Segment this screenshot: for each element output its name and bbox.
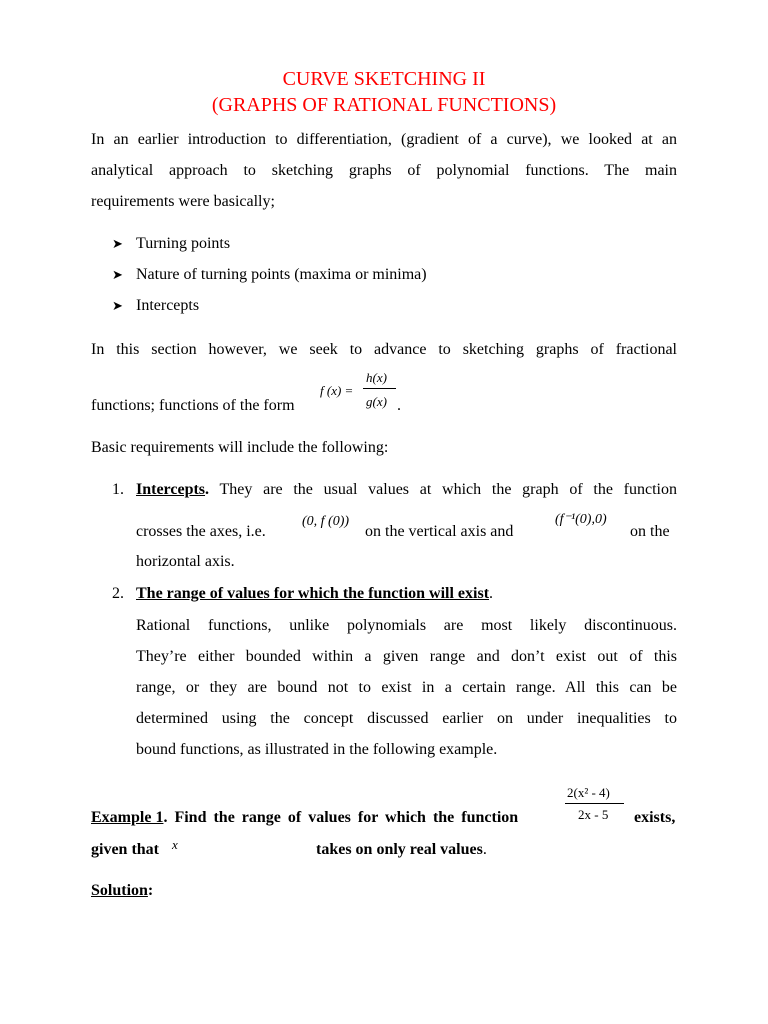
fraction-bar — [363, 388, 396, 389]
arrow-bullet-icon: ➤ — [112, 267, 123, 282]
example-numerator: 2(x² - 4) — [567, 785, 610, 800]
heading-line-2: (GRAPHS OF RATIONAL FUNCTIONS) — [211, 94, 557, 116]
item-1-line-3: horizontal axis. — [136, 553, 235, 570]
intro-line-1: In an earlier introduction to differentiation, (gradient of a curve), we looked at an — [91, 131, 677, 148]
bullet-item — [112, 234, 230, 254]
item-2-para-5: bound functions, as illustrated in the following example. — [136, 741, 498, 758]
example-line-1: Example 1. Find the range of values for which the function — [91, 809, 519, 826]
bullet-item — [112, 265, 427, 285]
example-line-2a: given that — [91, 841, 159, 858]
item-1-line-1: Intercepts. They are the usual values at which the graph of the function — [136, 481, 677, 498]
item-1-number: 1. — [112, 481, 124, 498]
solution-heading: Solution: — [91, 882, 154, 899]
formula-period: . — [397, 397, 401, 414]
math-vertical-intercept: (0, f (0)) — [302, 514, 350, 529]
bullet-item — [112, 296, 199, 316]
solution-label: Solution — [91, 882, 148, 899]
item-2-para-3: range, or they are bound not to exist in a certain range. All this can be — [136, 679, 677, 696]
variable-x: x — [172, 837, 178, 852]
example-fraction-bar — [565, 803, 624, 804]
formula-numerator: h(x) — [366, 370, 387, 385]
section-line-2: functions; functions of the form — [91, 397, 295, 414]
intro-line-2: analytical approach to sketching graphs of polynomial functions. The main — [91, 162, 677, 179]
bullet-text: Turning points — [136, 235, 231, 252]
example-exists: exists, — [634, 809, 676, 826]
item-1-line-2b: on the vertical axis and — [365, 523, 514, 540]
arrow-bullet-icon: ➤ — [112, 236, 123, 251]
example-line-2b: takes on only real values. — [316, 841, 487, 858]
item-1-line-2a: crosses the axes, i.e. — [136, 523, 266, 540]
math-horizontal-intercept: (f⁻¹(0),0) — [555, 512, 607, 527]
example-label: Example 1 — [91, 809, 164, 826]
item-2-para-4: determined using the concept discussed earlier on under inequalities to — [136, 710, 677, 727]
item-2-para-2: They’re either bounded within a given range and don’t exist out of this — [136, 648, 677, 665]
item-1-line-2c: on the — [630, 523, 670, 540]
example-denominator: 2x - 5 — [578, 807, 609, 822]
heading-line-1: CURVE SKETCHING II — [282, 68, 486, 90]
bullet-text: Intercepts — [136, 297, 200, 314]
item-2-title: The range of values for which the function will exist — [136, 585, 490, 602]
item-2-title-line: The range of values for which the function will exist. — [136, 585, 494, 602]
formula-denominator: g(x) — [366, 394, 387, 409]
item-2-number: 2. — [112, 585, 124, 602]
formula-lhs: f (x) = — [320, 383, 354, 398]
basic-requirements: Basic requirements will include the following: — [91, 439, 389, 456]
item-2-para-1: Rational functions, unlike polynomials are most likely discontinuous. — [136, 617, 677, 634]
intro-line-3: requirements were basically; — [91, 193, 275, 210]
bullet-text: Nature of turning points (maxima or minima) — [136, 266, 427, 283]
item-1-title: Intercepts — [136, 481, 206, 498]
arrow-bullet-icon: ➤ — [112, 298, 123, 313]
section-line-1: In this section however, we seek to advance to sketching graphs of fractional — [91, 341, 677, 358]
